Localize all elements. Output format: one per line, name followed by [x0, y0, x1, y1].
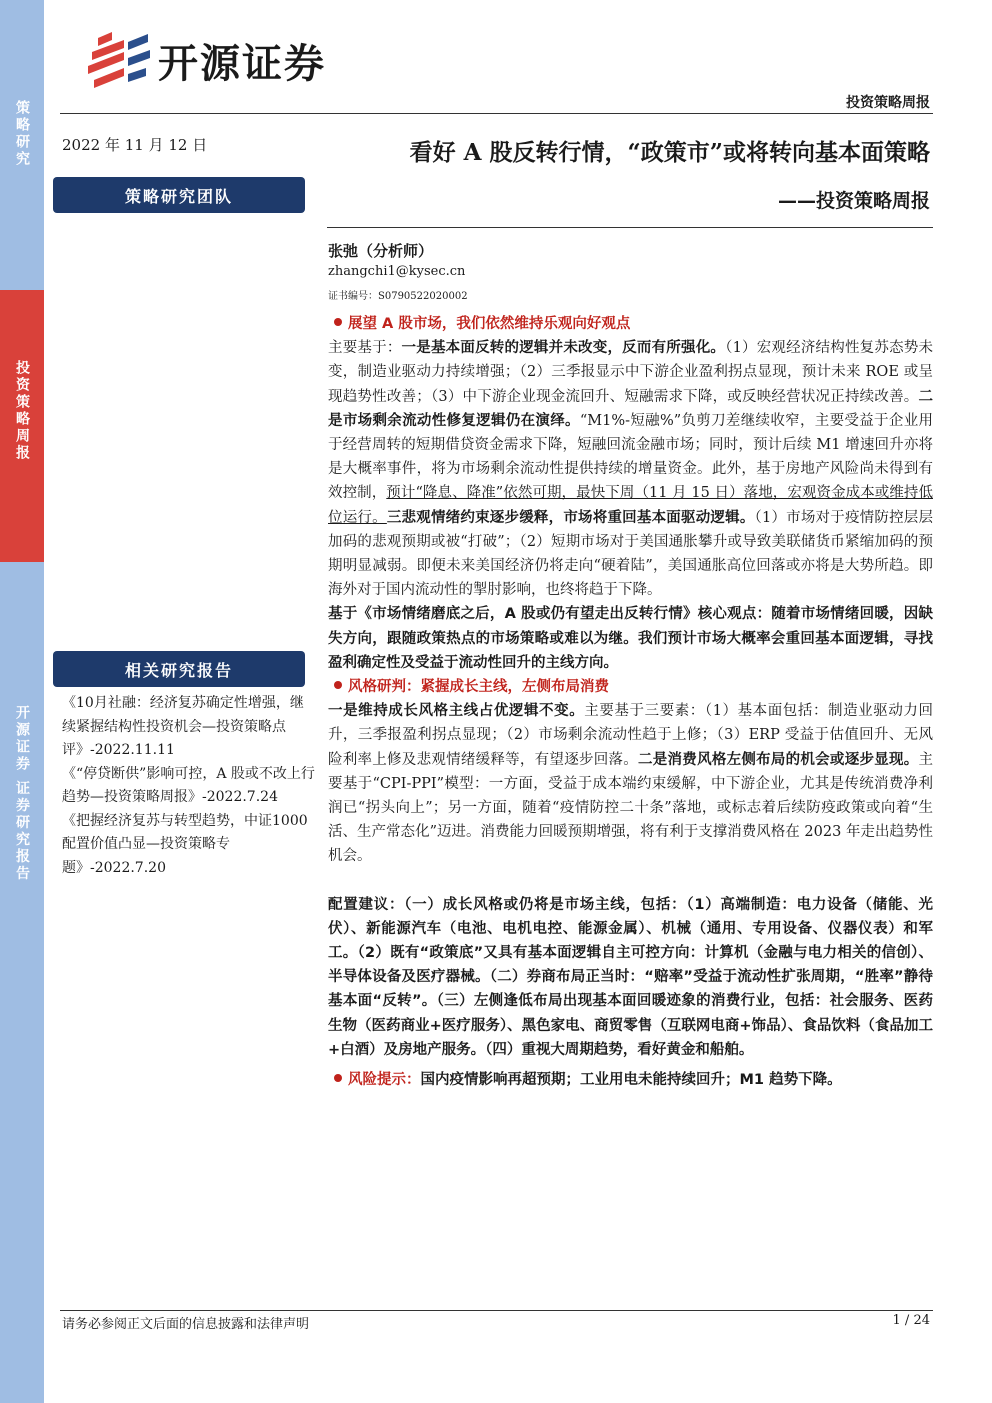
bullet-icon: [334, 1074, 342, 1082]
team-label: 策略研究团队: [124, 186, 233, 206]
text-span: “M1%-短融%”负剪刀差继续收窄，主要受益于企业用于经营周转的短期借贷资金需求下降，短融回流金融市场；同时，预计后续 M1 增速回升亦将是大概率事件，将为市场剩余流动性提供持续的增量资金。此外，基于房地产风险尚未得到有效控制，: [328, 412, 934, 502]
sidebar: [0, 0, 44, 1403]
text-span: （1）市场对于疫情防控层层加码的悲观预期或被“打破”；（2）短期市场对于美国通胀攀升或导致美联储货币紧缩加码的预期明显减弱。即便未来美国经济仍将走向“硬着陆”，美国通胀高位回落或亦将是大势所趋。即海外对于国内流动性的掣肘影响，也终将趋于下降。: [328, 509, 934, 599]
sidebar-label: 开源证券 证券研究报告: [14, 705, 30, 883]
text-bold: 二是市场剩余流动性修复逻辑仍在演绎。: [328, 388, 933, 429]
analyst-name: 张弛（分析师）: [328, 242, 434, 260]
text-span: 主要基于三要素：（1）基本面包括：制造业驱动力回升，三季报盈利拐点显现；（2）市场剩余流动性趋于上修；（3）ERP 受益于估值回升、无风险利率上修及悲观情绪缓释等，有望逐步回落。: [328, 703, 933, 768]
related-report-item[interactable]: 《10月社融：经济复苏确定性增强，继续紧握结构性投资机会—投资策略点评》-2022.11.11: [62, 695, 304, 758]
sidebar-label: 投资策略周报: [14, 360, 30, 462]
heading-text: 风险提示：: [348, 1072, 421, 1089]
text-bold: 二是消费风格左侧布局的机会或逐步显现。: [638, 751, 919, 768]
spacer: [328, 869, 933, 893]
report-body: [328, 312, 933, 1092]
related-banner: [53, 651, 305, 687]
related-label: 相关研究报告: [124, 660, 233, 680]
paragraph-allocation: 配置建议：（一）成长风格或仍将是市场主线，包括：（1）高端制造：电力设备（储能、光伏）、新能源汽车（电池、电机电控、能源金属）、机械（通用、专用设备、仪器仪表）和军工。（2）既有“政策底”又具有基本面逻辑自主可控方向：计算机（金融与电力相关的信创）、半导体设备及医疗器械。（二）券商布局正当时：“赔率”受益于流动性扩张周期，“胜率”静待基本面“反转”。（三）左侧逢低布局出现基本面回暖迹象的消费行业，包括：社会服务、医药生物（医药商业+医疗服务）、黑色家电、商贸零售（互联网电商+饰品）、食品饮料（食品加工+白酒）及房地产服务。（四）重视大周期趋势，看好黄金和船舶。: [328, 896, 933, 1058]
paragraph-style: [328, 699, 933, 868]
brand-name: 开源证券: [158, 40, 326, 87]
text-bold: 一是基本面反转的逻辑并未改变，反而有所强化。: [401, 340, 726, 357]
analyst-email[interactable]: zhangchi1@kysec.cn: [328, 264, 466, 279]
header-divider: [60, 113, 933, 114]
sidebar-label: 策略研究: [14, 100, 30, 168]
bullet-icon: [334, 318, 342, 326]
report-date: 2022 年 11 月 12 日: [62, 136, 208, 154]
sidebar-section-strategy: [0, 100, 44, 190]
heading-text: 展望 A 股市场，我们依然维持乐观向好观点: [348, 316, 631, 332]
related-report-item[interactable]: 《“停贷断供”影响可控，A 股或不改上行趋势—投资策略周报》-2022.7.24: [62, 765, 315, 805]
logo-mark-icon: [84, 30, 154, 90]
text-underline: 预计“降息、降准”依然可期，最快下周（11 月 15 日）落地，宏观资金成本或维持低位运行。: [328, 485, 933, 526]
related-reports: [62, 692, 316, 880]
text-span: 主要基于：: [328, 340, 402, 357]
text-bold: 三悲观情绪约束逐步缓释，市场将重回基本面驱动逻辑。: [386, 509, 755, 526]
risk-heading: [328, 1072, 421, 1088]
analyst-cert: 证书编号：S0790522020002: [328, 291, 468, 302]
page-subtitle: ——投资策略周报: [777, 190, 930, 212]
text-span: （1）宏观经济结构性复苏态势未变，制造业驱动力持续增强；（2）三季报显示中下游企业盈利拐点显现，预计未来 ROE 或呈现趋势性改善；（3）中下游企业现金流回升、短融需求下降，或反映经营状况正持续改善。: [328, 340, 934, 405]
page-number: 1 / 24: [892, 1313, 930, 1328]
title-divider: [327, 227, 933, 228]
risk-line: [328, 1068, 933, 1092]
team-banner: [53, 177, 305, 213]
footer-disclaimer: 请务必参阅正文后面的信息披露和法律声明: [62, 1317, 310, 1332]
text-bold: 一是维持成长风格主线占优逻辑不变。: [328, 703, 585, 720]
page-title: 看好 A 股反转行情，“政策市”或将转向基本面策略: [409, 139, 930, 166]
paragraph-core-view: 基于《市场情绪磨底之后，A 股或仍有望走出反转行情》核心观点：随着市场情绪回暖，因缺失方向，跟随政策热点的市场策略或难以为继。我们预计市场大概率会重回基本面逻辑，寻找盈利确定性及受益于流动性回升的主线方向。: [328, 606, 933, 671]
report-type: 投资策略周报: [846, 95, 930, 111]
risk-text: 国内疫情影响再超预期；工业用电未能持续回升；M1 趋势下降。: [420, 1072, 842, 1089]
related-report-item[interactable]: 《把握经济复苏与转型趋势，中证1000配置价值凸显—投资策略专题》-2022.7.20: [62, 812, 308, 876]
heading-text: 风格研判：紧握成长主线，左侧布局消费: [348, 679, 609, 696]
paragraph-outlook: [328, 336, 933, 602]
text-span: 主要基于“CPI-PPI”模型：一方面，受益于成本端约束缓解，中下游企业，尤其是传统消费净利润已“拐头向上”；另一方面，随着“疫情防控二十条”落地，或标志着后续防疫政策或向着“生活、生产常态化”迈进。消费能力回暖预期增强，将有利于支撑消费风格在 2023 年走出趋势性机会。: [328, 751, 934, 865]
sidebar-section-weekly: [0, 290, 44, 562]
footer-divider: [60, 1310, 933, 1311]
section-heading-style: [328, 675, 933, 699]
brand-logo: [84, 30, 326, 90]
sidebar-section-brand: [0, 705, 44, 925]
section-heading-outlook: [328, 312, 933, 336]
bullet-icon: [334, 681, 342, 689]
